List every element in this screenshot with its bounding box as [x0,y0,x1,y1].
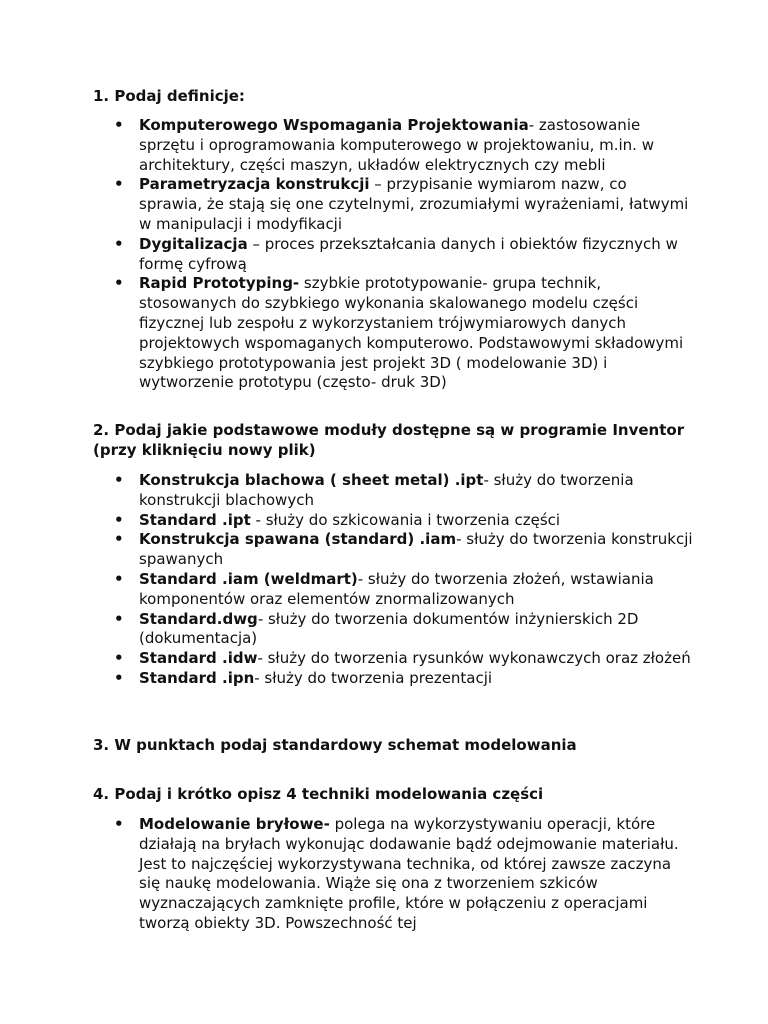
bullet-icon: • [114,175,124,194]
item-term: Konstrukcja blachowa ( sheet metal) .ipt [139,471,484,489]
item-description: szybkie prototypowanie- grupa technik, stosowanych do szybkiego wykonania skalowanego modelu części fizycznej lub zespołu z wykorzystaniem trójwymiarowych danych projektowych wspomaganych komputerowo. Podstawowymi składowymi szybkiego prototypowania jest projekt 3D ( modelowanie 3D) i wytworzenie prototypu (często- druk 3D) [139,274,684,392]
item-term: Standard .iam (weldmart) [139,569,358,588]
item-description: - służy do tworzenia dokumentów inżynierskich 2D (dokumentacja) [139,609,639,648]
bullet-icon: • [114,274,124,293]
item-description: - służy do tworzenia prezentacji [254,668,493,687]
item-description: – proces przekształcania danych i obiektów fizycznych w formę cyfrową [139,234,678,273]
item-term: Standard.dwg [139,609,258,628]
list-item [93,649,693,669]
item-description: - służy do tworzenia konstrukcji blachowych [139,471,634,509]
list-item [93,570,693,610]
item-description: - służy do tworzenia rysunków wykonawczych oraz złożeń [257,649,691,668]
list-item [93,175,693,234]
bullet-icon: • [114,530,124,549]
item-description: - zastosowanie sprzętu i oprogramowania komputerowego w projektowaniu, m.in. w architektury, części maszyn, układów elektrycznych czy mebli [139,116,654,174]
item-term: Standard .ipt [139,510,251,529]
bullet-icon: • [114,510,124,529]
item-term: Modelowanie bryłowe- [139,815,330,833]
bullet-icon: • [114,815,124,833]
item-description: - służy do szkicowania i tworzenia części [250,510,561,529]
bullet-icon: • [114,649,124,668]
section-3-heading: 3. W punktach podaj standardowy schemat modelowania [93,736,577,754]
item-term: Rapid Prototyping- [139,274,300,293]
list-item [93,471,693,511]
list-item [93,511,693,531]
bullet-icon: • [114,609,124,628]
section-2-heading: 2. Podaj jakie podstawowe moduły dostępne są w programie Inventor (przy kliknięciu nowy plik) [93,421,685,459]
list-item [93,274,693,393]
bullet-icon: • [114,471,124,489]
list-item [93,610,693,650]
item-term: Dygitalizacja [139,234,248,253]
item-description: - służy do tworzenia konstrukcji spawanych [139,530,693,569]
section-4-list [93,815,693,934]
list-item [93,530,693,570]
item-term: Konstrukcja spawana (standard) .iam [139,530,457,549]
bullet-icon: • [114,234,124,253]
section-4-heading: 4. Podaj i krótko opisz 4 techniki modelowania części [93,785,544,803]
item-term: Standard .idw [139,649,258,668]
item-description: – przypisanie wymiarom nazw, co sprawia, że stają się one czytelnymi, zrozumiałymi wyrażeniami, łatwymi w manipulacji i modyfikacji [139,175,689,233]
item-term: Parametryzacja konstrukcji [139,175,370,194]
list-item [93,669,693,689]
section-2-list [93,471,693,689]
bullet-icon: • [114,116,124,134]
bullet-icon: • [114,668,124,687]
list-item [93,235,693,275]
item-description: - służy do tworzenia złożeń, wstawiania komponentów oraz elementów znormalizowanych [139,569,654,608]
item-term: Standard .ipn [139,668,255,687]
section-1-list [93,116,693,393]
bullet-icon: • [114,569,124,588]
list-item [93,815,693,934]
list-item [93,116,693,175]
item-description: polega na wykorzystywaniu operacji, które działają na bryłach wykonując dodawanie bądź odejmowanie materiału. Jest to najczęściej wykorzystywana technika, od której zawsze zaczyna się naukę modelowania. Wiąże się ona z tworzeniem szkiców wyznaczających zamknięte profile, które w połączeniu z operacjami tworzą obiekty 3D. Powszechność tej [139,815,679,932]
section-1-heading: 1. Podaj definicje: [93,87,245,105]
item-term: Komputerowego Wspomagania Projektowania [139,116,529,134]
